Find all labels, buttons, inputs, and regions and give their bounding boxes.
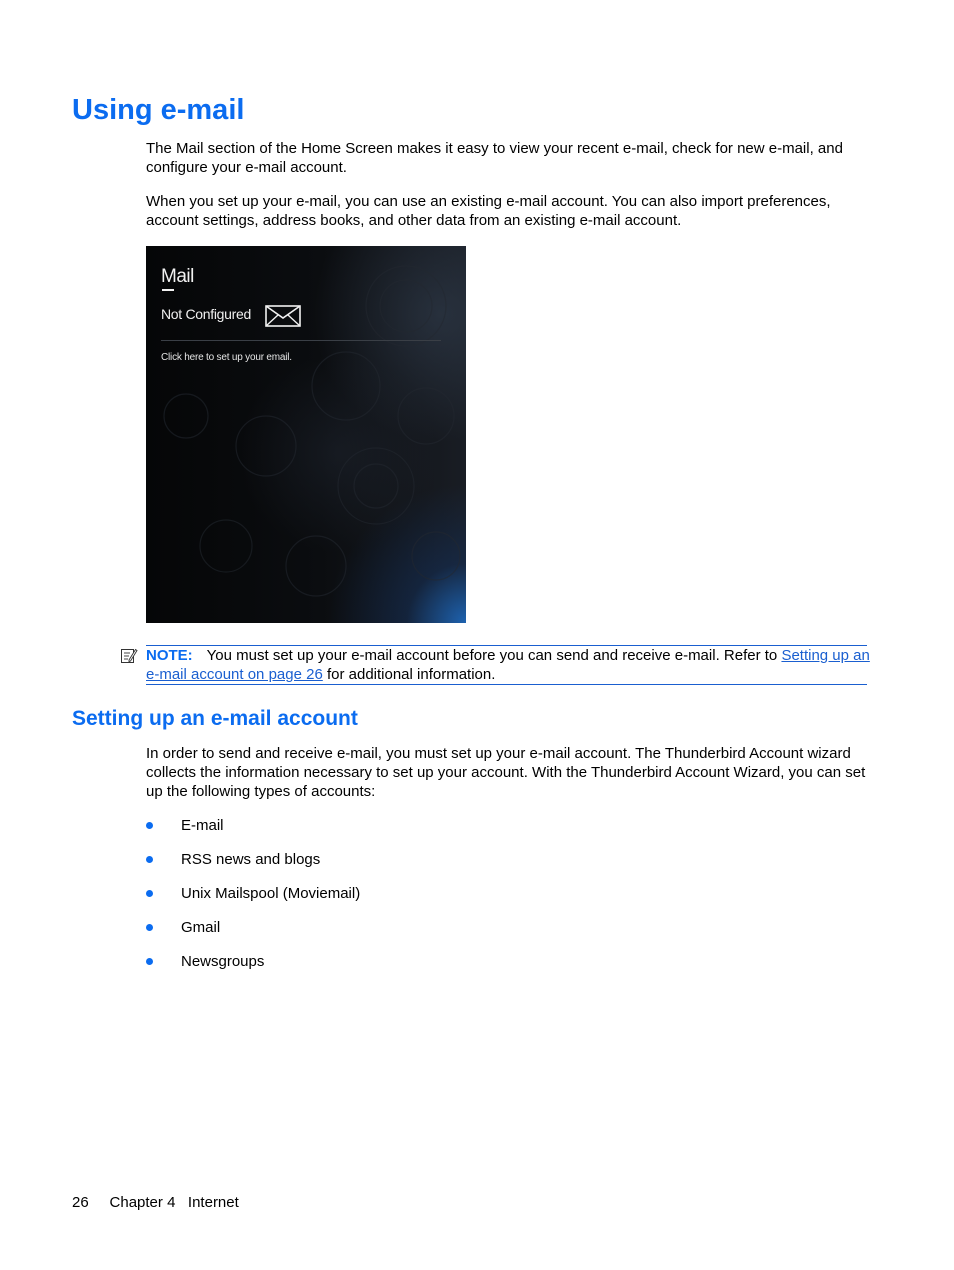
list-item-text: E-mail: [181, 817, 224, 834]
mail-status: Not Configured: [161, 306, 251, 322]
list-item-text: Gmail: [181, 919, 221, 936]
list-item-text: RSS news and blogs: [181, 851, 321, 868]
bullet-icon: [146, 856, 153, 863]
background-swirl-pattern: [146, 246, 466, 623]
setup-paragraph: When you set up your e-mail, you can use an existing e-mail account. You can also import preferences, account settings, address books, and other data from an existing e-mail account.: [146, 193, 831, 229]
list-item-text: Newsgroups: [181, 953, 265, 970]
intro-paragraph: The Mail section of the Home Screen makes it easy to view your recent e-mail, check for new e-mail, and configure your e-mail account.: [146, 140, 843, 176]
note-block: [146, 646, 871, 684]
mail-widget-screenshot: [146, 246, 466, 623]
note-label: NOTE:: [146, 647, 193, 664]
note-text-after: for additional information.: [322, 666, 496, 683]
note-pencil-icon: [120, 647, 138, 665]
mail-title-underline: [162, 289, 174, 291]
bullet-icon: [146, 890, 153, 897]
mail-widget-title: Mail: [161, 266, 194, 287]
section-heading: Setting up an e-mail account: [72, 707, 358, 730]
note-cross-reference-link[interactable]: Setting up an e-mail account on page 26: [146, 647, 870, 683]
bullet-icon: [146, 822, 153, 829]
page-title: Using e-mail: [72, 94, 245, 126]
list-item-text: Unix Mailspool (Moviemail): [181, 885, 361, 902]
setup-email-link[interactable]: Click here to set up your email.: [161, 352, 292, 363]
note-bottom-rule: [146, 684, 867, 685]
page-number: 26: [72, 1194, 89, 1211]
footer-chapter-title: Internet: [187, 1194, 239, 1211]
page-footer: [72, 1193, 239, 1212]
account-paragraph: In order to send and receive e-mail, you must set up your e-mail account. The Thunderbird Account wizard collects the information necessary to set up your account. With the Thunderbird Account Wizard, you can set up the following types of accounts:: [146, 745, 866, 800]
widget-divider: [161, 340, 441, 341]
bullet-icon: [146, 924, 153, 931]
note-text-before: You must set up your e-mail account before you can send and receive e-mail. Refer to: [206, 647, 782, 664]
envelope-icon: [265, 305, 301, 327]
bullet-icon: [146, 958, 153, 965]
footer-chapter: Chapter 4: [109, 1194, 176, 1211]
